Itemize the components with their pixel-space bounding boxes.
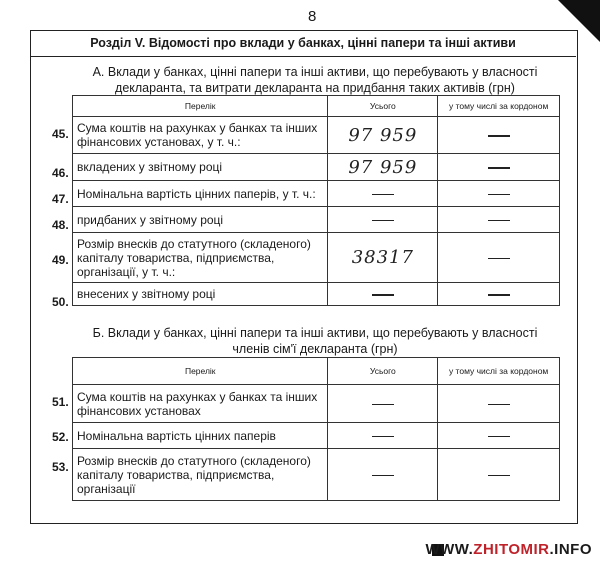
table-row xyxy=(73,207,560,233)
empty-dash xyxy=(372,294,394,296)
row-total: 97 959 xyxy=(348,156,418,178)
empty-dash xyxy=(488,220,510,222)
part-a-table xyxy=(72,95,560,306)
row-label: Номінальна вартість цінних паперів, у т. ч.: xyxy=(73,181,328,207)
table-row xyxy=(73,385,560,423)
empty-dash xyxy=(488,475,510,477)
part-b-table xyxy=(72,357,560,501)
empty-dash xyxy=(488,404,510,406)
empty-dash xyxy=(488,167,510,169)
watermark-suffix: .INFO xyxy=(549,541,592,558)
column-header: Усього xyxy=(328,96,438,117)
watermark-prefix: WWW. xyxy=(425,541,474,558)
part-a-heading-1: А. Вклади у банках, цінні папери та інші активи, що перебувають у власності xyxy=(92,65,538,79)
column-header: у тому числі за кордоном xyxy=(438,358,560,385)
page-number: 8 xyxy=(308,8,317,25)
row-total: 38317 xyxy=(351,247,414,268)
empty-dash xyxy=(488,436,510,438)
table-row xyxy=(73,233,560,283)
row-label: Розмір внесків до статутного (складеного) капіталу товариства, підприємства, організації, у т. ч.: xyxy=(73,233,328,283)
column-header: у тому числі за кордоном xyxy=(438,96,560,117)
row-label: внесених у звітному році xyxy=(73,283,328,306)
column-header: Перелік xyxy=(73,358,328,385)
empty-dash xyxy=(372,194,394,196)
row-number: 45. xyxy=(52,127,69,141)
table-row xyxy=(73,154,560,181)
column-header: Перелік xyxy=(73,96,328,117)
row-label: Сума коштів на рахунках у банках та інших фінансових установах, у т. ч.: xyxy=(73,117,328,154)
empty-dash xyxy=(488,194,510,196)
row-label: Розмір внесків до статутного (складеного) капіталу товариства, підприємства, організації xyxy=(73,449,328,501)
table-row xyxy=(73,181,560,207)
row-label: придбаних у звітному році xyxy=(73,207,328,233)
row-number: 53. xyxy=(52,460,69,474)
empty-dash xyxy=(488,294,510,296)
row-number: 47. xyxy=(52,192,69,206)
table-row xyxy=(73,423,560,449)
row-number: 48. xyxy=(52,218,69,232)
row-label: вкладених у звітному році xyxy=(73,154,328,181)
empty-dash xyxy=(372,404,394,406)
table-row xyxy=(73,117,560,154)
section-title: Розділ V. Відомості про вклади у банках, цінні папери та інші активи xyxy=(30,30,576,57)
empty-dash xyxy=(372,220,394,222)
watermark-brand: ZHITOMIR xyxy=(473,541,550,558)
row-label: Номінальна вартість цінних паперів xyxy=(73,423,328,449)
part-b-heading-2: членів сім'ї декларанта (грн) xyxy=(232,342,398,356)
row-number: 46. xyxy=(52,166,69,180)
site-watermark xyxy=(425,541,592,558)
table-row xyxy=(73,283,560,306)
empty-dash xyxy=(488,135,510,137)
row-label: Сума коштів на рахунках у банках та інших фінансових установах xyxy=(73,385,328,423)
empty-dash xyxy=(488,258,510,260)
row-number: 51. xyxy=(52,395,69,409)
row-number: 52. xyxy=(52,430,69,444)
empty-dash xyxy=(372,475,394,477)
empty-dash xyxy=(372,436,394,438)
part-b-heading-1: Б. Вклади у банках, цінні папери та інші активи, що перебувають у власності xyxy=(92,326,538,340)
column-header: Усього xyxy=(328,358,438,385)
row-number: 49. xyxy=(52,253,69,267)
table-row xyxy=(73,449,560,501)
part-a-heading-2: декларанта, та витрати декларанта на придбання таких активів (грн) xyxy=(115,81,515,95)
row-total: 97 959 xyxy=(348,124,418,146)
row-number: 50. xyxy=(52,295,69,309)
